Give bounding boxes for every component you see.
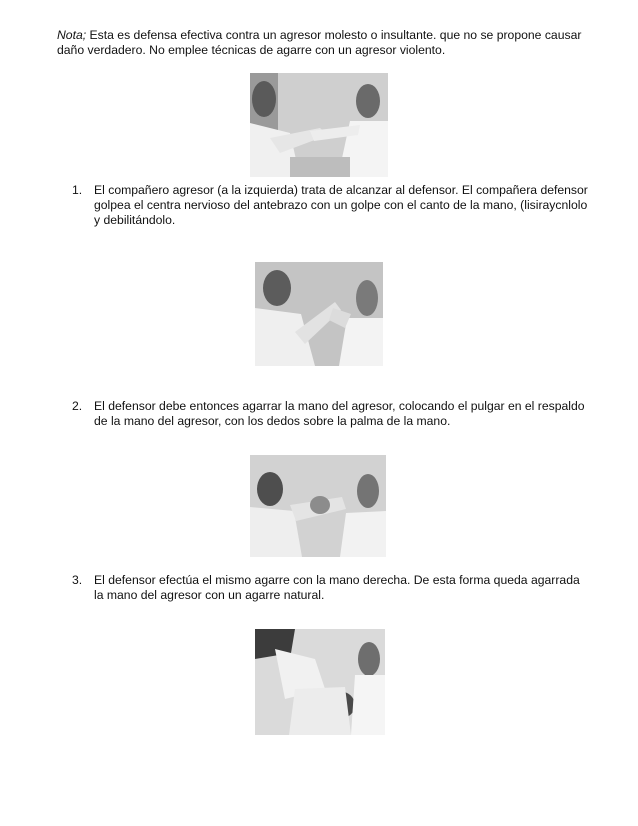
note-lead: Nota; [57, 28, 87, 42]
step-text: El compañero agresor (a la izquierda) trata de alcanzar al defensor. El compañera defensor golpea el centra nervioso del antebrazo con un golpe con el canto de la mano, (lisiraycnlolo y debilitándolo. [94, 183, 588, 227]
step-text: El defensor debe entonces agarrar la mano del agresor, colocando el pulgar en el respaldo de la mano del agresor, con los dedos sobre la palma de la mano. [94, 399, 585, 428]
photo-step-3 [255, 629, 385, 735]
step-text: El defensor efectúa el mismo agarre con la mano derecha. De esta forma queda agarrada la mano del agresor con un agarre natural. [94, 573, 580, 602]
step-number: 2. [72, 399, 83, 413]
step-number: 1. [72, 183, 83, 197]
note-paragraph [57, 28, 597, 58]
step-number: 3. [72, 573, 83, 587]
note-body: Esta es defensa efectiva contra un agresor molesto o insultante. que no se propone causar daño verdadero. No emplee técnicas de agarre con un agresor violento. [57, 28, 582, 57]
photo-step-1 [255, 262, 383, 366]
step-3 [72, 573, 592, 603]
step-1 [72, 183, 592, 228]
photo-opening-stance [250, 73, 388, 177]
step-2 [72, 399, 592, 429]
photo-step-2 [250, 455, 386, 557]
